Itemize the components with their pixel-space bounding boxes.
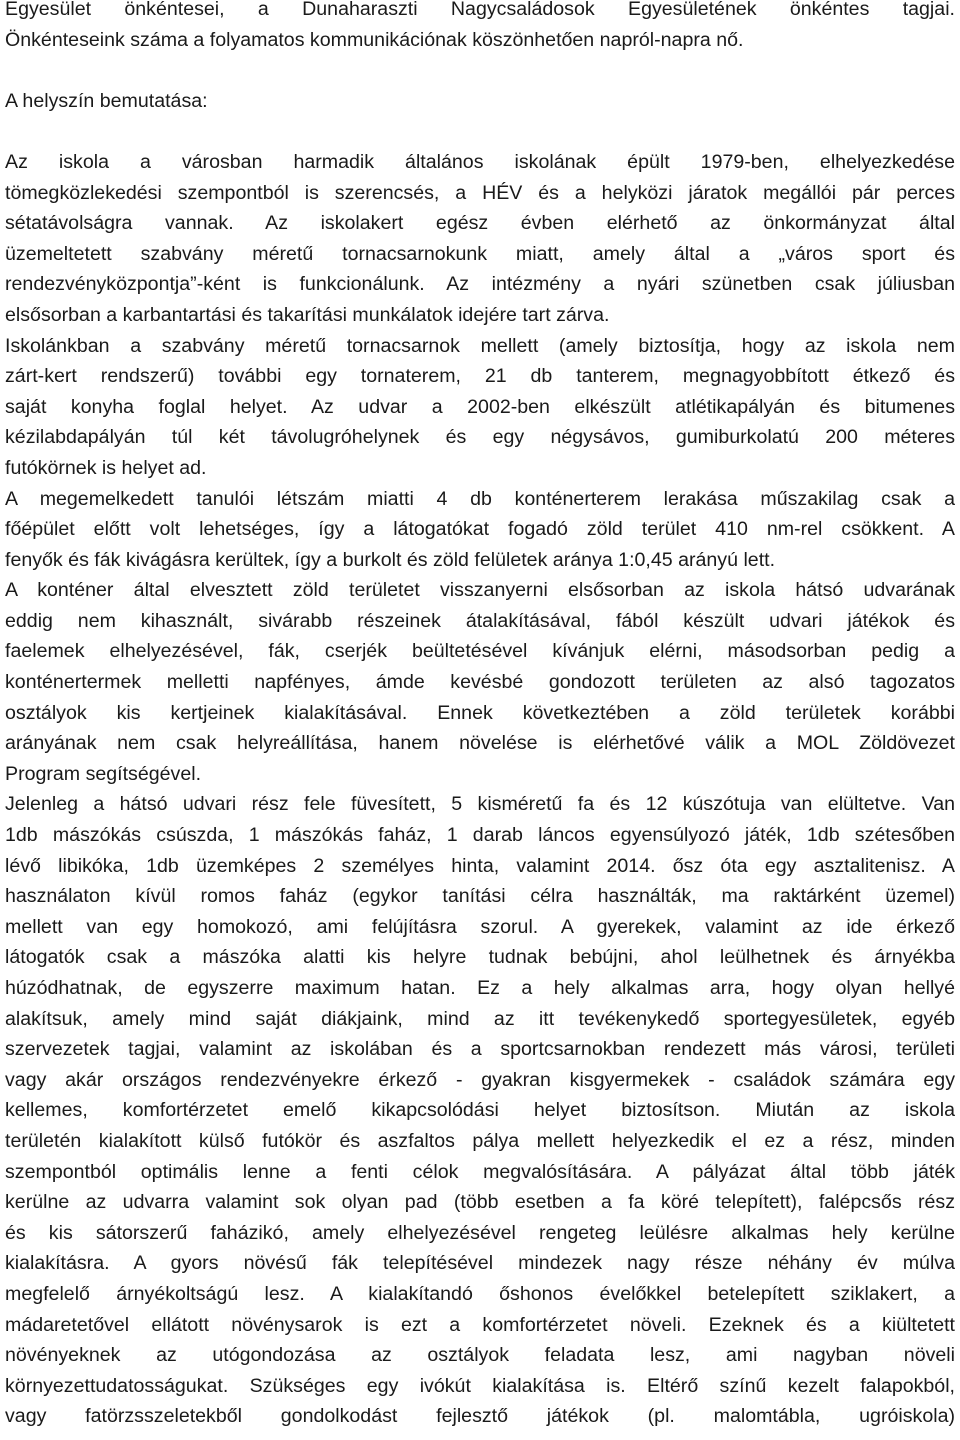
text-line: A megemelkedett tanulói létszám miatti 4 db konténerterem lerakása műszakilag csak a [5,487,955,510]
text-line: arányának nem csak helyreállítása, hanem növelése is elérhetővé válik a MOL Zöldövezet [5,732,955,755]
text-line: növényeknek az utógondozása az osztályok feladata lesz, ami nagyban növeli [5,1344,955,1367]
text-line: A helyszín bemutatása: [5,89,208,112]
text-line: látogatók csak a mászóka alatti kis helyre tudnak bebújni, ahol leülhetnek és árnyékba [5,946,955,969]
text-line: Jelenleg a hátsó udvari rész fele füvesített, 5 kisméretű fa és 12 kúszótuja van elültetve. Van [5,793,955,816]
text-line: területén kialakított külső futókör és aszfaltos pálya mellett helyezkedik el ez a rész, minden [5,1129,955,1152]
text-line: 1db mászókás csúszda, 1 mászókás faház, 1 darab láncos egyensúlyozó játék, 1db szétesőben [5,824,955,847]
text-line: zárt-kert rendszerű) további egy tornaterem, 21 db tanterem, megnagyobbított étkező és [5,365,955,388]
text-line: Iskolánkban a szabvány méretű tornacsarnok mellett (amely biztosítja, hogy az iskola nem [5,334,955,357]
text-line: kézilabdapályán túl két távolugróhelynek és egy négysávos, gumiburkolatú 200 méteres [5,426,955,449]
text-line: eddig nem kihasznált, sivárabb részeinek átalakításával, fából készült udvari játékok és [5,609,955,632]
text-line: lévő libikóka, 1db üzemképes 2 személyes hinta, valamint 2014. ősz óta egy asztalitenisz. A [5,854,955,877]
text-line: megfelelő árnyékoltságú lesz. A kialakítandó őshonos évelőkkel betelepített sziklakert, a [5,1282,955,1305]
text-line: környezettudatosságukat. Szükséges egy ivókút kialakítása is. Eltérő színű kezelt falapokból, [5,1374,955,1397]
text-line: saját konyha foglal helyet. Az udvar a 2002-ben elkészült atlétikapályán és bitumenes [5,395,955,418]
text-line: főépület előtt volt lehetséges, így a látogatókat fogadó zöld terület 410 nm-rel csökkent. A [5,518,955,541]
text-line: faelemek elhelyezésével, fák, cserjék beültetésével kívánjuk elérni, másodsorban pedig a [5,640,955,663]
text-line: elsősorban a karbantartási és takarítási munkálatok idejére tart zárva. [5,303,610,326]
text-line: futókörnek is helyet ad. [5,456,207,479]
text-line: használaton kívül romos faház (egykor tanítási célra használták, ma raktárként üzemel) [5,885,955,908]
text-line: mádaretetővel ellátott növénysarok is ezt a komfortérzetet növeli. Ezeknek és a kiültetett [5,1313,955,1336]
text-line: Egyesület önkéntesei, a Dunaharaszti Nagycsaládosok Egyesületének önkéntes tagjai. [5,0,955,20]
document-page [5,0,955,1432]
text-line: fenyők és fák kivágásra kerültek, így a burkolt és zöld felületek aránya 1:0,45 arányú lett. [5,548,776,571]
blank-line [5,116,955,147]
text-line: alakítsuk, amely mind saját diákjaink, mind az itt tevékenykedő sportegyesületek, egyéb [5,1007,955,1030]
text-line: mellett van egy homokozó, ami felújításra szorul. A gyerekek, valamint az ide érkező [5,915,955,938]
text-line: Program segítségével. [5,762,202,785]
text-line: vagy akár országos rendezvényekre érkező - gyakran kisgyermekek - családok számára egy [5,1068,955,1091]
text-line: rendezvényközpontja”-ként is funkcionálunk. Az intézmény a nyári szünetben csak júliusban [5,273,955,296]
text-line: A konténer által elvesztett zöld területet visszanyerni elsősorban az iskola hátsó udvarának [5,579,955,602]
text-line: sétatávolságra vannak. Az iskolakert egész évben elérhető az önkormányzat által [5,212,955,235]
text-line: osztályok kis kertjeinek kialakításával. Ennek következtében a zöld területek korábbi [5,701,955,724]
text-line: konténertermek melletti napfényes, ámde kevésbé gondozott területen az alsó tagozatos [5,671,955,694]
text-line: szervezetek tagjai, valamint az iskolában és a sportcsarnokban rendezett más városi, területi [5,1038,955,1061]
blank-line [5,55,955,86]
text-line: kellemes, komfortérzetet emelő kikapcsolódási helyet biztosítson. Miután az iskola [5,1099,955,1122]
text-line: üzemeltetett szabvány méretű tornacsarnokunk miatt, amely által a „város sport és [5,242,955,265]
text-line: kialakításra. A gyors növésű fák telepítésével mindezek nagy része néhány év múlva [5,1252,955,1275]
text-line: tömegközlekedési szempontból is szerencsés, a HÉV és a helyközi járatok megállói pár perces [5,181,955,204]
text-line: kerülne az udvarra valamint sok olyan pad (több esetben a fa köré telepített), falépcsős rész [5,1191,955,1214]
text-line: szempontból optimális lenne a fenti célok megvalósítására. A pályázat által több játék [5,1160,955,1183]
text-line: vagy fatörzsszeletekből gondolkodást fejlesztő játékok (pl. malomtábla, ugróiskola) [5,1405,955,1428]
text-line: és kis sátorszerű faházikó, amely elhelyezésével rengeteg leülésre alkalmas hely kerülne [5,1221,955,1244]
text-line: húzódhatnak, de egyszerre maximum hatan. Ez a hely alkalmas arra, hogy olyan hellyé [5,977,955,999]
text-line: Önkénteseink száma a folyamatos kommunikációnak köszönhetően napról-napra nő. [5,28,744,51]
text-line: Az iskola a városban harmadik általános iskolának épült 1979-ben, elhelyezkedése [5,150,955,173]
